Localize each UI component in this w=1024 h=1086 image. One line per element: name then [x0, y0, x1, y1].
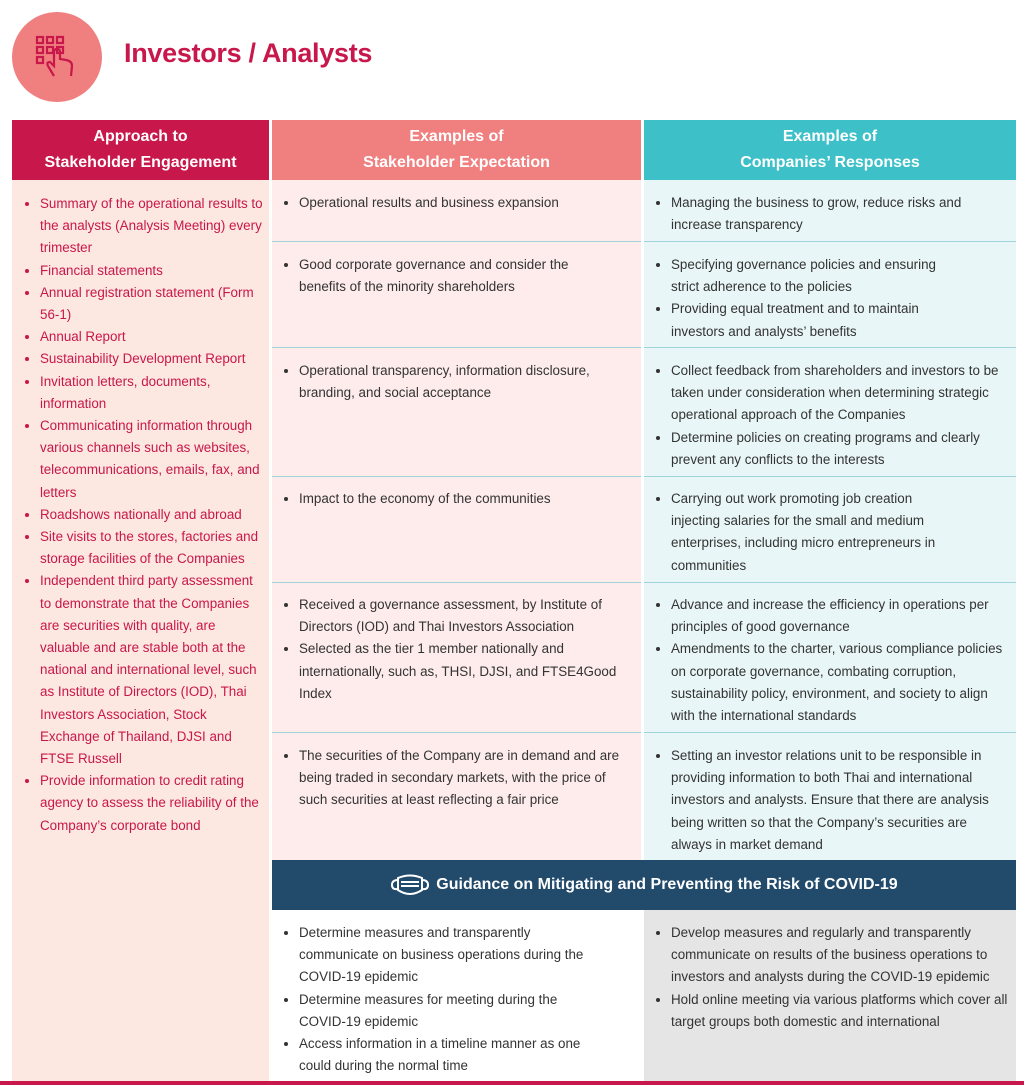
approach-item: • Provide information to credit rating agency to assess the reliability of the Company’s corporate bond	[40, 770, 263, 837]
header-approach-line1: Approach to	[93, 128, 188, 145]
header-expectation-line2: Stakeholder Expectation	[363, 154, 550, 171]
row-divider	[644, 476, 1016, 477]
response-item: • Amendments to the charter, various compliance policies on corporate governance, combating corruption, sustainability policy, environment, and society to align with the international standards	[671, 638, 1012, 727]
expectation-cell-1	[272, 192, 617, 214]
response-item: • Advance and increase the efficiency in operations per principles of good governance	[671, 594, 1012, 638]
expectation-cell-6	[272, 745, 634, 812]
header-expectation	[272, 120, 641, 180]
expectation-item: • Good corporate governance and consider the benefits of the minority shareholders	[299, 254, 572, 298]
response-item: • Specifying governance policies and ensuring strict adherence to the policies	[671, 254, 964, 298]
approach-item: • Roadshows nationally and abroad	[40, 504, 263, 526]
header-responses-line2: Companies’ Responses	[740, 154, 920, 171]
response-item: • Determine policies on creating programs and clearly prevent any conflicts to the interests	[671, 427, 1010, 471]
expectation-item: • Selected as the tier 1 member nationally and internationally, such as, THSI, DJSI, and FTSE4Good Index	[299, 638, 617, 705]
hand-pointing-grid-icon	[32, 32, 82, 82]
expectation-item: • Operational results and business expansion	[299, 192, 617, 214]
response-cell-6	[644, 745, 1004, 856]
face-mask-icon	[390, 870, 430, 900]
covid-expectation-item: • Determine measures and transparently communicate on business operations during the COVID-19 epidemic	[299, 922, 592, 989]
approach-item: • Communicating information through various channels such as websites, telecommunications, emails, fax, and letters	[40, 415, 263, 504]
expectation-cell-3	[272, 360, 622, 404]
expectation-cell-2	[272, 254, 572, 298]
approach-item: • Invitation letters, documents, information	[40, 371, 263, 415]
row-divider	[272, 476, 641, 477]
response-item: • Collect feedback from shareholders and investors to be taken under consideration when determining strategic operational approach of the Companies	[671, 360, 1010, 427]
row-divider	[272, 582, 641, 583]
approach-item: • Site visits to the stores, factories and storage facilities of the Companies	[40, 526, 263, 570]
response-cell-2	[644, 254, 964, 343]
covid-title: Guidance on Mitigating and Preventing the Risk of COVID-19	[436, 876, 898, 893]
header-icon-circle	[12, 12, 102, 102]
expectation-cell-5	[272, 594, 617, 705]
row-divider	[272, 732, 641, 733]
approach-column	[12, 180, 269, 1081]
response-item: • Setting an investor relations unit to be responsible in providing information to both Thai and international investors and analysts. Ensure that there are analysis being written so that the Company’s securities are always in market demand	[671, 745, 1004, 856]
expectation-item: • Impact to the economy of the communities	[299, 488, 617, 510]
response-cell-3	[644, 360, 1010, 471]
covid-banner	[272, 860, 1016, 910]
covid-response-item: • Hold online meeting via various platforms which cover all target groups both domestic and international	[671, 989, 1012, 1033]
row-divider	[644, 347, 1016, 348]
approach-item: • Independent third party assessment to demonstrate that the Companies are securities with quality, are valuable and are stable both at the national and international level, such as Institute of Directors (IOD), Thai Investors Association, Stock Exchange of Thailand, DJSI and FTSE Russell	[40, 570, 263, 770]
response-item: • Providing equal treatment and to maintain investors and analysts’ benefits	[671, 298, 964, 342]
header-responses	[644, 120, 1016, 180]
approach-item: • Financial statements	[40, 260, 263, 282]
row-divider	[644, 241, 1016, 242]
row-divider	[272, 347, 641, 348]
response-item: • Managing the business to grow, reduce risks and increase transparency	[671, 192, 1004, 236]
expectation-item: • The securities of the Company are in demand and are being traded in secondary markets, with the price of such securities at least reflecting a fair price	[299, 745, 634, 812]
header-approach	[12, 120, 269, 180]
row-divider	[644, 582, 1016, 583]
header-responses-line1: Examples of	[782, 128, 878, 145]
bottom-rule	[0, 1081, 1024, 1085]
approach-item: • Sustainability Development Report	[40, 348, 263, 370]
covid-response-item: • Develop measures and regularly and transparently communicate on results of the business operations to investors and analysts during the COVID-19 epidemic	[671, 922, 1012, 989]
response-cell-4	[644, 488, 964, 577]
page-title: Investors / Analysts	[124, 38, 373, 68]
expectation-cell-4	[272, 488, 617, 510]
covid-expectation-cell	[272, 922, 592, 1077]
row-divider	[644, 732, 1016, 733]
approach-item: • Annual Report	[40, 326, 263, 348]
covid-expectation-item: • Access information in a timeline manner as one could during the normal time	[299, 1033, 592, 1077]
covid-expectation-item: • Determine measures for meeting during the COVID-19 epidemic	[299, 989, 592, 1033]
response-item: • Carrying out work promoting job creation injecting salaries for the small and medium enterprises, including micro entrepreneurs in communities	[671, 488, 964, 577]
row-divider	[272, 241, 641, 242]
covid-response-cell	[644, 922, 1012, 1033]
approach-list	[12, 180, 269, 837]
header-expectation-line1: Examples of	[409, 128, 504, 145]
response-cell-1	[644, 192, 1004, 236]
expectation-item: • Received a governance assessment, by Institute of Directors (IOD) and Thai Investors Association	[299, 594, 617, 638]
header-approach-line2: Stakeholder Engagement	[44, 154, 237, 171]
approach-item: • Annual registration statement (Form 56-1)	[40, 282, 263, 326]
response-cell-5	[644, 594, 1012, 727]
approach-item: • Summary of the operational results to the analysts (Analysis Meeting) every trimester	[40, 193, 263, 260]
expectation-item: • Operational transparency, information disclosure, branding, and social acceptance	[299, 360, 622, 404]
